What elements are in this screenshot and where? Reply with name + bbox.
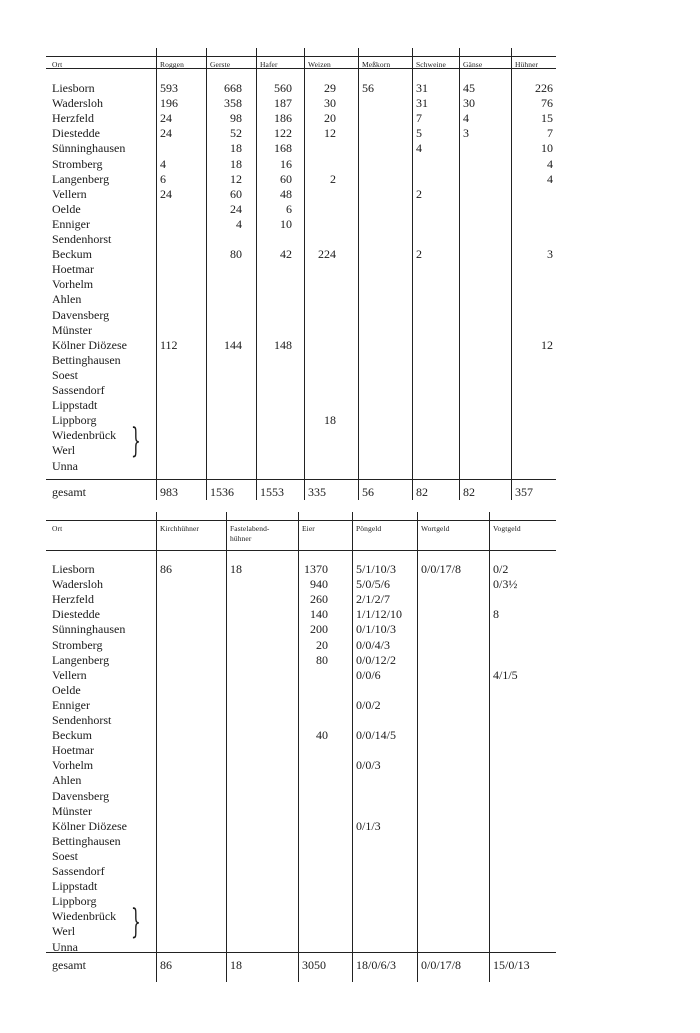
total-poengeld: 18/0/6/3 — [356, 958, 397, 972]
total-kirchhuehner: 86 — [160, 958, 172, 972]
place-name: Hoetmar — [52, 743, 94, 758]
table-cell: 1/1/12/10 — [356, 607, 403, 622]
header-poengeld: Pöngeld — [356, 524, 382, 533]
place-name: Oelde — [52, 682, 81, 697]
table-cell: 2 — [330, 171, 336, 186]
place-name: Vorhelm — [52, 758, 94, 773]
total-eier: 3050 — [302, 958, 326, 972]
table-cell: 0/3½ — [493, 577, 518, 592]
header-roggen: Roggen — [160, 60, 184, 69]
table-cell: 7 — [416, 111, 422, 126]
column-rule — [412, 48, 413, 500]
table-cell: 2/1/2/7 — [356, 592, 391, 607]
header-bottom-rule — [46, 550, 556, 551]
table-cell: 40 — [316, 728, 328, 743]
place-name: Unna — [52, 939, 78, 954]
place-name: Beckum — [52, 247, 92, 262]
total-roggen: 983 — [160, 485, 178, 499]
place-name: Kölner Diözese — [52, 337, 127, 352]
place-name: Kölner Diözese — [52, 818, 127, 833]
column-rule — [459, 48, 460, 500]
place-name: Davensberg — [52, 307, 110, 322]
table-cell: 24 — [230, 201, 242, 216]
column-rule — [156, 48, 157, 500]
table-cell: 187 — [274, 96, 292, 111]
header-top-rule — [46, 520, 556, 521]
table-cell: 0/0/12/2 — [356, 652, 397, 667]
place-name: Sassendorf — [52, 864, 105, 878]
total-gaense: 82 — [463, 485, 475, 499]
place-name: Vellern — [52, 186, 87, 201]
table-cell: 668 — [224, 81, 242, 95]
place-name: Hoetmar — [52, 262, 94, 277]
table-cell: 6 — [160, 171, 166, 186]
table-cell: 20 — [316, 637, 328, 652]
total-huehner: 357 — [515, 485, 533, 499]
table-cell: 2 — [416, 247, 422, 262]
table-cell: 80 — [230, 247, 242, 262]
table-cell: 52 — [230, 126, 242, 141]
column-rule — [511, 48, 512, 500]
table-cell: 31 — [416, 81, 428, 95]
place-name: Sünninghausen — [52, 141, 126, 156]
table-cell: 0/0/17/8 — [421, 562, 462, 576]
place-name: Enniger — [52, 697, 90, 712]
table-cell: 18 — [230, 141, 242, 156]
place-name: Lippstadt — [52, 398, 98, 413]
table-cell: 2 — [416, 186, 422, 201]
table-cell: 20 — [324, 111, 336, 126]
place-name: Münster — [52, 803, 92, 818]
place-name: Wiedenbrück — [52, 428, 117, 443]
table-cell: 4 — [547, 156, 553, 171]
dues-table — [46, 512, 556, 982]
table-cell: 12 — [541, 337, 553, 352]
table-cell: 122 — [274, 126, 292, 141]
table-cell: 0/0/14/5 — [356, 728, 397, 743]
place-name: Sendenhorst — [52, 713, 112, 727]
header-schweine: Schweine — [416, 60, 446, 69]
grain-livestock-table — [46, 48, 556, 500]
place-name: Lippborg — [52, 413, 97, 428]
place-name: Werl — [52, 924, 76, 939]
header-eier: Eier — [302, 524, 315, 533]
place-name: Stromberg — [52, 637, 103, 652]
table-cell: 186 — [274, 111, 292, 126]
place-name: Werl — [52, 443, 76, 458]
total-rule — [46, 479, 556, 480]
table-cell: 31 — [416, 96, 428, 111]
table-cell: 196 — [160, 96, 178, 111]
table-cell: 48 — [280, 186, 292, 201]
place-name: Davensberg — [52, 788, 110, 803]
place-name: Liesborn — [52, 562, 95, 576]
table-cell: 5/0/5/6 — [356, 577, 391, 592]
column-rule — [256, 48, 257, 500]
column-rule — [417, 512, 418, 982]
table-cell: 24 — [160, 111, 172, 126]
place-name: Herzfeld — [52, 592, 94, 607]
table-cell: 10 — [280, 216, 292, 231]
table-cell: 16 — [280, 156, 292, 171]
place-name: Langenberg — [52, 652, 110, 667]
table-cell: 1370 — [304, 562, 328, 576]
column-rule — [206, 48, 207, 500]
table-cell: 4 — [416, 141, 422, 156]
table-cell: 42 — [280, 247, 292, 262]
place-name: Sendenhorst — [52, 232, 112, 246]
table-cell: 0/1/3 — [356, 818, 381, 833]
total-fastelabendhuehner: 18 — [230, 958, 242, 972]
total-weizen: 335 — [308, 485, 326, 499]
header-huehner: Hühner — [515, 60, 539, 69]
place-name: Soest — [52, 367, 79, 382]
column-rule — [352, 512, 353, 982]
table-cell: 593 — [160, 81, 178, 95]
table-cell: 86 — [160, 562, 172, 576]
brace-symbol: } — [131, 421, 141, 462]
place-name: Stromberg — [52, 156, 103, 171]
table-cell: 30 — [463, 96, 475, 111]
table-cell: 112 — [160, 337, 178, 352]
place-name: Herzfeld — [52, 111, 94, 126]
place-name: Diestedde — [52, 607, 100, 622]
table-cell: 224 — [318, 247, 336, 262]
table-cell: 3 — [463, 126, 469, 141]
table-cell: 0/0/3 — [356, 758, 381, 773]
place-name: Sassendorf — [52, 383, 105, 397]
table-cell: 940 — [310, 577, 328, 592]
table-cell: 140 — [310, 607, 328, 622]
place-name: Wadersloh — [52, 96, 104, 111]
table-cell: 0/0/6 — [356, 667, 381, 682]
table-cell: 56 — [362, 81, 374, 95]
table-cell: 5 — [416, 126, 422, 141]
header-top-rule — [46, 56, 556, 57]
table-cell: 24 — [160, 126, 172, 141]
table-cell: 560 — [274, 81, 292, 95]
place-name: Unna — [52, 458, 78, 473]
total-messkorn: 56 — [362, 485, 374, 499]
header-kirchhuehner: Kirchhühner — [160, 524, 200, 533]
table-cell: 18 — [230, 562, 242, 576]
table-cell: 98 — [230, 111, 242, 126]
table-cell: 6 — [286, 201, 292, 216]
column-rule — [489, 512, 490, 982]
total-wortgeld: 0/0/17/8 — [421, 958, 462, 972]
place-name: Bettinghausen — [52, 352, 121, 367]
table-cell: 0/2 — [493, 562, 509, 576]
total-schweine: 82 — [416, 485, 428, 499]
table-cell: 18 — [324, 413, 336, 428]
place-name: Enniger — [52, 216, 90, 231]
place-name: Soest — [52, 848, 79, 863]
total-vogtgeld: 15/0/13 — [493, 958, 530, 972]
place-name: Münster — [52, 322, 92, 337]
table-cell: 200 — [310, 622, 328, 637]
table-cell: 60 — [230, 186, 242, 201]
place-name: Langenberg — [52, 171, 110, 186]
column-rule — [226, 512, 227, 982]
total-hafer: 1553 — [260, 485, 284, 499]
table-cell: 15 — [541, 111, 553, 126]
table-cell: 10 — [541, 141, 553, 156]
header-hafer: Hafer — [260, 60, 278, 69]
header-weizen: Weizen — [308, 60, 331, 69]
column-rule — [304, 48, 305, 500]
place-name: Liesborn — [52, 81, 95, 95]
table-cell: 148 — [274, 337, 292, 352]
table-cell: 29 — [324, 81, 336, 95]
table-cell: 45 — [463, 81, 475, 95]
column-rule — [156, 512, 157, 982]
table-cell: 76 — [541, 96, 553, 111]
place-name: Beckum — [52, 728, 92, 743]
place-name: Ahlen — [52, 292, 82, 307]
table-cell: 4 — [547, 171, 553, 186]
table-cell: 144 — [224, 337, 242, 352]
place-name: Wadersloh — [52, 577, 104, 592]
header-gaense: Gänse — [463, 60, 483, 69]
place-name: Vellern — [52, 667, 87, 682]
place-name: Vorhelm — [52, 277, 94, 292]
column-rule — [298, 512, 299, 982]
header-wortgeld: Wortgeld — [421, 524, 450, 533]
table-cell: 0/1/10/3 — [356, 622, 397, 637]
table-cell: 24 — [160, 186, 172, 201]
brace-symbol: } — [131, 902, 141, 943]
table-cell: 7 — [547, 126, 553, 141]
table-cell: 30 — [324, 96, 336, 111]
table-cell: 4/1/5 — [493, 667, 518, 682]
place-name: Oelde — [52, 201, 81, 216]
table-cell: 12 — [230, 171, 242, 186]
place-name: Diestedde — [52, 126, 100, 141]
table-cell: 0/0/2 — [356, 697, 381, 712]
header-messkorn: Meßkorn — [362, 60, 391, 69]
total-label: gesamt — [52, 485, 86, 499]
header-gerste: Gerste — [210, 60, 231, 69]
place-name: Lippborg — [52, 894, 97, 909]
table-cell: 358 — [224, 96, 242, 111]
place-name: Ahlen — [52, 773, 82, 788]
total-label: gesamt — [52, 958, 86, 972]
header-vogtgeld: Vogtgeld — [493, 524, 521, 533]
table-cell: 80 — [316, 652, 328, 667]
table-cell: 4 — [160, 156, 166, 171]
table-cell: 4 — [463, 111, 469, 126]
table-cell: 3 — [547, 247, 553, 262]
table-cell: 5/1/10/3 — [356, 562, 397, 576]
place-name: Wiedenbrück — [52, 909, 117, 924]
table-cell: 4 — [236, 216, 242, 231]
table-cell: 260 — [310, 592, 328, 607]
place-name: Sünninghausen — [52, 622, 126, 637]
table-cell: 18 — [230, 156, 242, 171]
column-rule — [358, 48, 359, 500]
table-cell: 8 — [493, 607, 499, 622]
table-cell: 12 — [324, 126, 336, 141]
header-fastelabendhuehner: Fastelabend- hühner — [230, 524, 270, 543]
table-cell: 60 — [280, 171, 292, 186]
total-gerste: 1536 — [210, 485, 234, 499]
header-ort: Ort — [52, 60, 63, 69]
header-ort: Ort — [52, 524, 63, 533]
place-name: Bettinghausen — [52, 833, 121, 848]
table-cell: 226 — [535, 81, 553, 95]
place-name: Lippstadt — [52, 879, 98, 894]
total-rule — [46, 952, 556, 953]
table-cell: 0/0/4/3 — [356, 637, 391, 652]
table-cell: 168 — [274, 141, 292, 156]
